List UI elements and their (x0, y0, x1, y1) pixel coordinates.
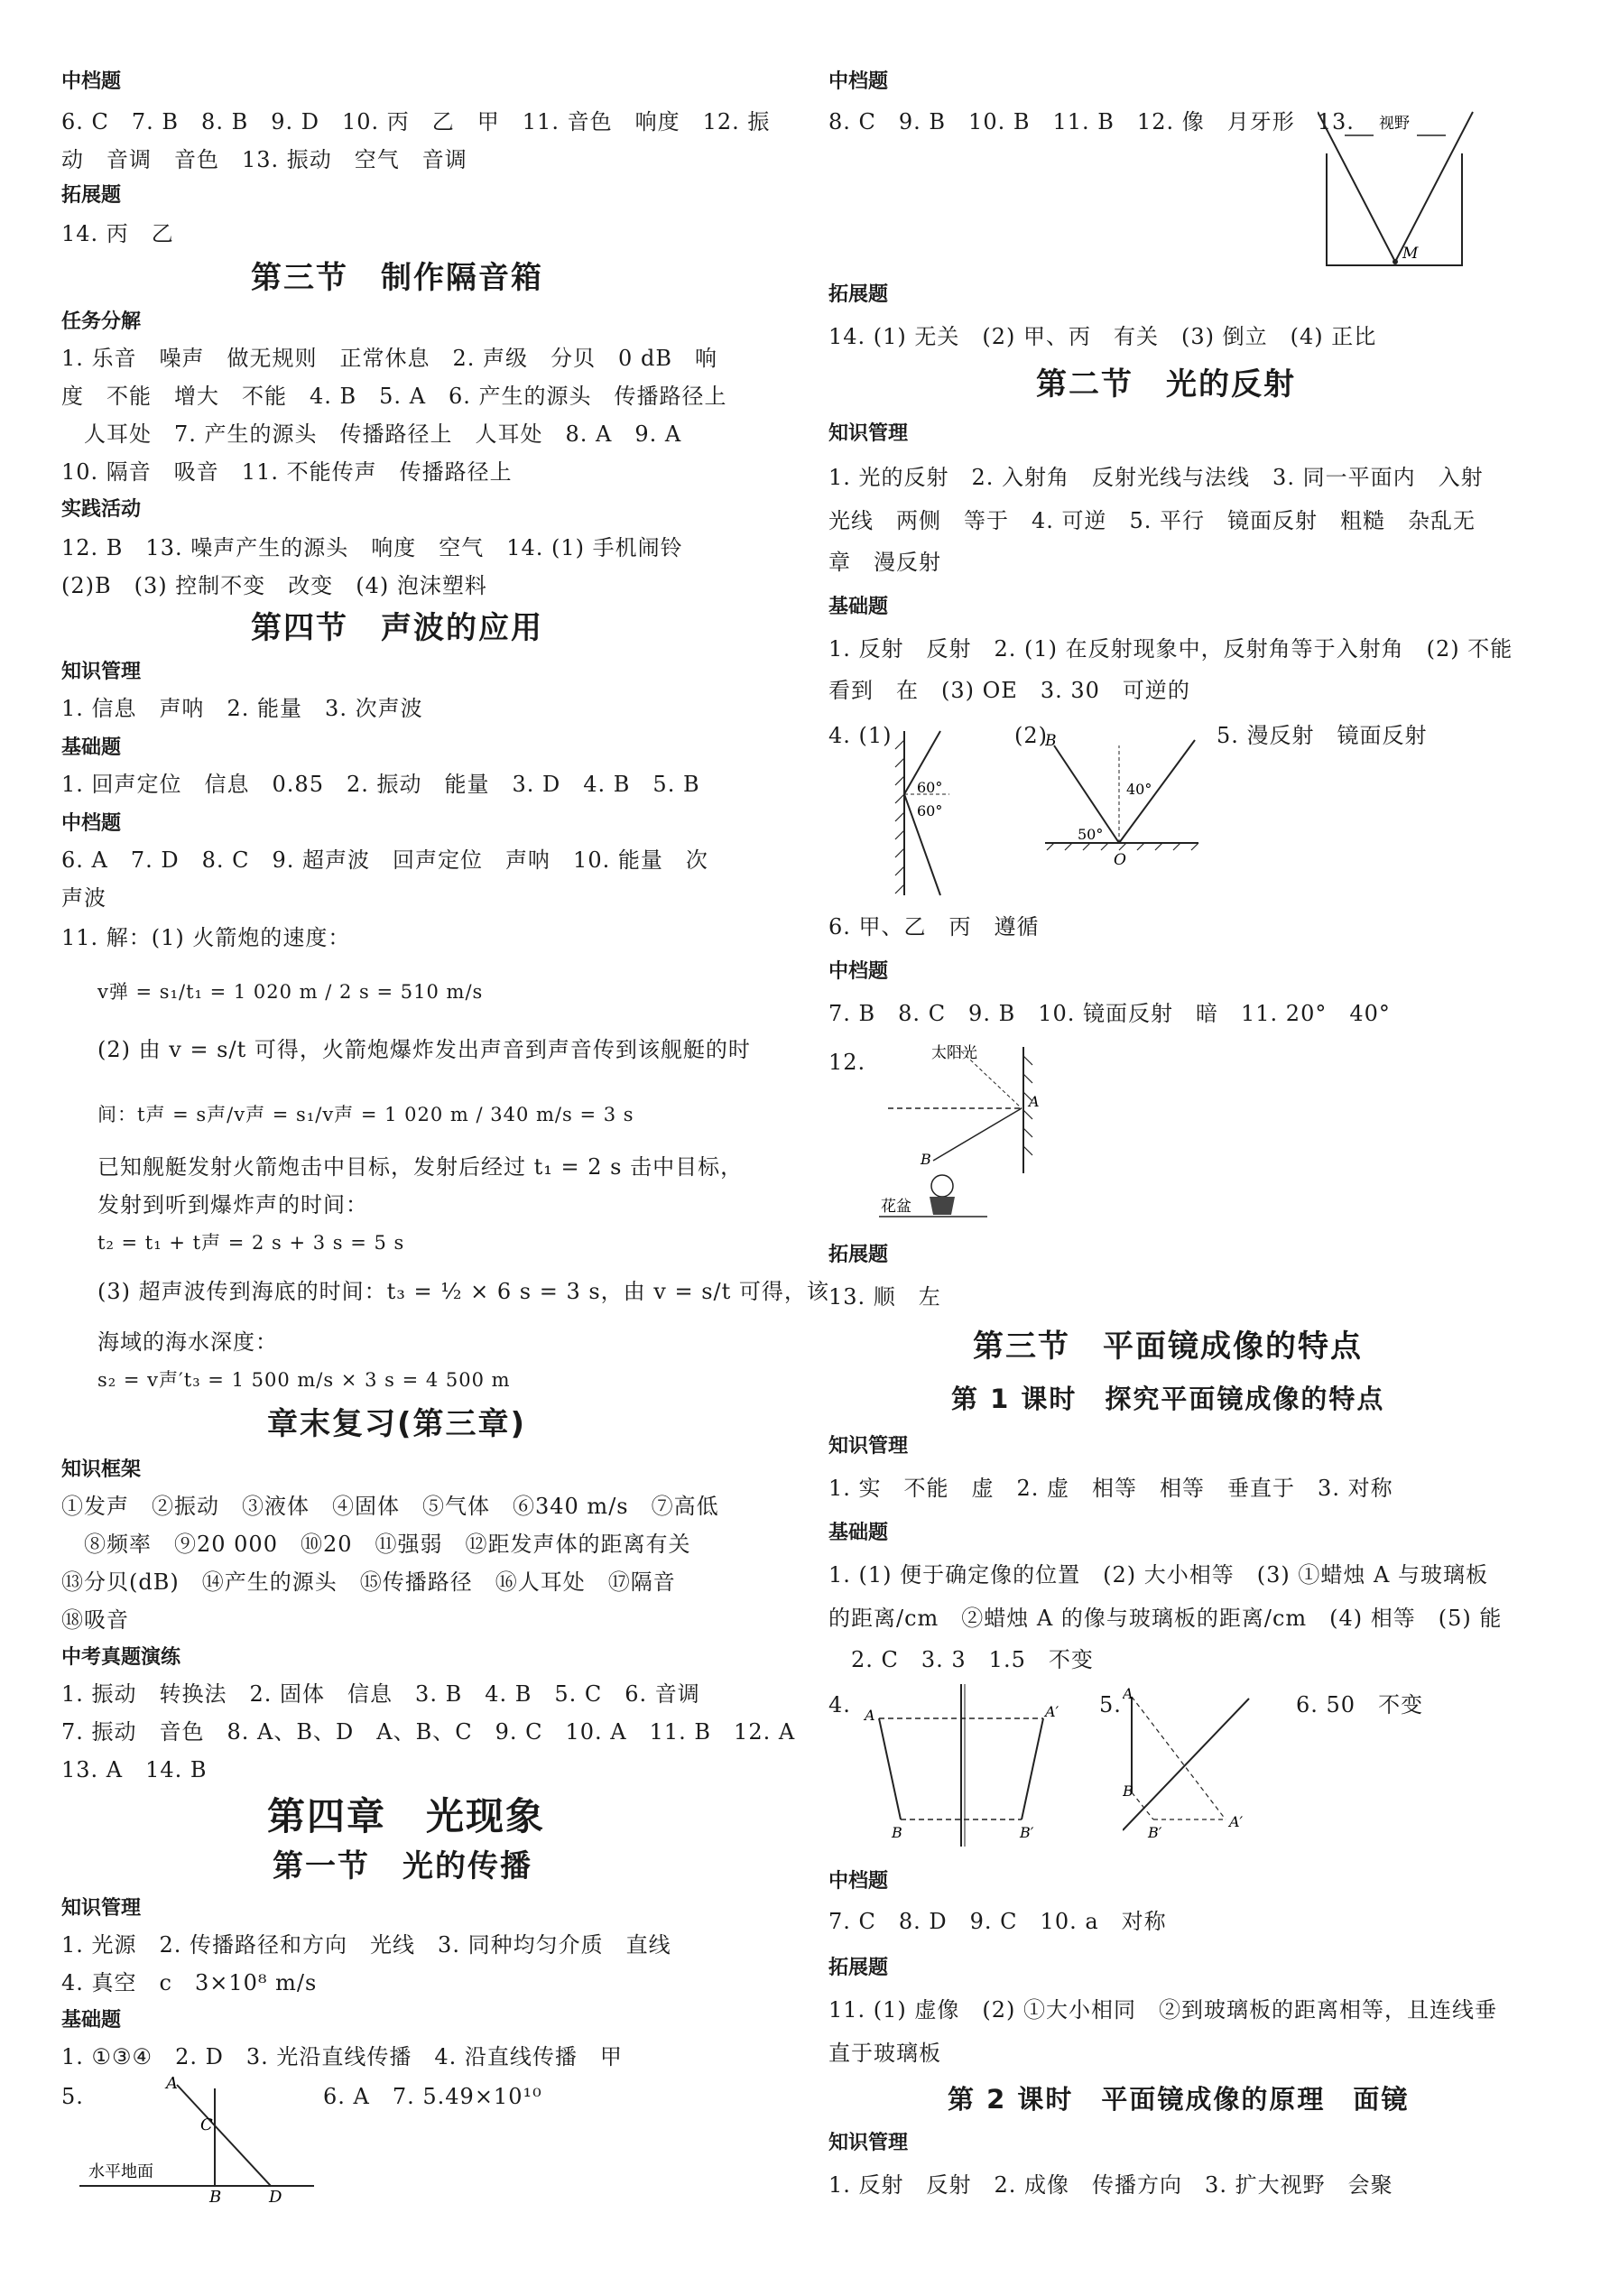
answer-line: 1. 光源 2. 传播路径和方向 光线 3. 同种均匀介质 直线 (61, 1932, 671, 1958)
answer-line: 发射到听到爆炸声的时间： (97, 1192, 368, 1217)
answer-line: 4. (1) (828, 723, 893, 748)
mirror-image-diagram (854, 1684, 1061, 1856)
answer-line: 2. C 3. 3 1.5 不变 (828, 1647, 1094, 1672)
section-title: 第三节 制作隔音箱 (251, 260, 543, 296)
label-A-prime: A′ (1045, 1703, 1059, 1720)
reflected-ray (933, 1108, 1022, 1161)
answer-line: 6. 甲、乙 丙 遵循 (828, 914, 1040, 940)
label-A: A (865, 1707, 875, 1724)
answer-line: 7. B 8. C 9. B 10. 镜面反射 暗 11. 20° 40° (828, 1001, 1391, 1026)
answer-line: ⑬分贝(dB) ⑭产生的源头 ⑮传播路径 ⑯人耳处 ⑰隔音 (61, 1569, 676, 1595)
heading: 基础题 (828, 1522, 889, 1544)
answer-line: 11. (1) 虚像 (2) ①大小相同 ②到玻璃板的距离相等，且连线垂 (828, 1997, 1498, 2023)
heading: 实践活动 (61, 498, 142, 521)
heading: 知识管理 (828, 2132, 909, 2154)
formula-line: t₂ = t₁ + t声 = 2 s + 3 s = 5 s (97, 1232, 405, 1254)
heading: 中档题 (61, 70, 122, 93)
sunlight-reflection-diagram (879, 1038, 1059, 1227)
lesson-title: 第 2 课时 平面镜成像的原理 面镜 (948, 2084, 1410, 2115)
answer-line: 1. 信息 声呐 2. 能量 3. 次声波 (61, 696, 423, 721)
heading: 拓展题 (828, 283, 889, 306)
answer-line: 5. (1099, 1692, 1122, 1717)
answer-line: 7. C 8. D 9. C 10. a 对称 (828, 1909, 1167, 1934)
heading: 基础题 (828, 596, 889, 618)
answer-line: 看到 在 (3) OE 3. 30 可逆的 (828, 678, 1190, 703)
angle-label: 60° (917, 802, 943, 819)
answer-line: 章 漫反射 (828, 550, 941, 575)
answer-line: ⑧频率 ⑨20 000 ⑩20 ⑪强弱 ⑫距发声体的距离有关 (61, 1532, 691, 1557)
heading: 中档题 (61, 812, 122, 835)
label-O: O (1114, 851, 1126, 869)
object-AB (879, 1718, 901, 1819)
heading: 中考真题演练 (61, 1646, 181, 1669)
answer-line: 人耳处 7. 产生的源头 传播路径上 人耳处 8. A 9. A (61, 421, 682, 447)
answer-line: 5. (61, 2084, 84, 2109)
heading: 中档题 (828, 70, 889, 93)
label-C: C (200, 2115, 213, 2134)
answer-line: 1. 回声定位 信息 0.85 2. 振动 能量 3. D 4. B 5. B (61, 772, 700, 797)
answer-line: 1. (1) 便于确定像的位置 (2) 大小相等 (3) ①蜡烛 A 与玻璃板 (828, 1562, 1488, 1588)
angle-reflection-diagram (1045, 727, 1208, 872)
answer-line: 1. 反射 反射 2. (1) 在反射现象中，反射角等于入射角 (2) 不能 (828, 636, 1513, 662)
answer-line: 5. 漫反射 镜面反射 (1217, 723, 1428, 748)
ground-label: 水平地面 (88, 2162, 153, 2181)
answer-line: (2) 由 v = s/t 可得，火箭炮爆炸发出声音到声音传到该舰艇的时 (97, 1037, 751, 1062)
flower-pot (930, 1197, 955, 1215)
dashed-AA (1132, 1697, 1226, 1819)
flower (931, 1175, 953, 1197)
heading: 拓展题 (828, 1244, 889, 1266)
heading: 知识管理 (828, 422, 909, 445)
answer-line: 13. A 14. B (61, 1757, 208, 1782)
heading: 任务分解 (61, 310, 142, 333)
section-title: 第四节 声波的应用 (251, 610, 543, 646)
label-B-prime: B′ (1148, 1824, 1162, 1839)
label-B-prime: B′ (1020, 1824, 1034, 1841)
answer-line: (3) 超声波传到海底的时间：t₃ = ½ × 6 s = 3 s，由 v = s/t 可得，该 (97, 1279, 829, 1304)
heading: 知识管理 (61, 661, 142, 683)
section-title: 第三节 平面镜成像的特点 (973, 1329, 1363, 1365)
answer-line: 光线 两侧 等于 4. 可逆 5. 平行 镜面反射 粗糙 杂乱无 (828, 508, 1476, 533)
dashed-BB (1132, 1792, 1153, 1819)
heading: 知识管理 (61, 1897, 142, 1920)
formula-line: 间：t声 = s声/v声 = s₁/v声 = 1 020 m / 340 m/s = 3 s (97, 1104, 634, 1125)
chapter-title: 第四章 光现象 (267, 1794, 546, 1838)
answer-line: 13. 顺 左 (828, 1284, 941, 1310)
label-B: B (892, 1824, 902, 1841)
answer-line: 10. 隔音 吸音 11. 不能传声 传播路径上 (61, 459, 513, 485)
label-B: B (1123, 1782, 1133, 1800)
answer-line: 1. 乐音 噪声 做无规则 正常休息 2. 声级 分贝 0 dB 响 (61, 346, 717, 371)
answer-line: 6. 50 不变 (1296, 1692, 1424, 1717)
heading: 基础题 (61, 2009, 122, 2032)
answer-line: 1. 实 不能 虚 2. 虚 相等 相等 垂直于 3. 对称 (828, 1476, 1393, 1501)
answer-line: 6. A 7. D 8. C 9. 超声波 回声定位 声呐 10. 能量 次 (61, 847, 708, 873)
heading: 中档题 (828, 1870, 889, 1893)
label-B: B (209, 2188, 222, 2202)
answer-line: 11. 解：(1) 火箭炮的速度： (61, 925, 351, 950)
label-M: M (1402, 245, 1419, 263)
label-D: D (269, 2188, 282, 2202)
sun-label: 太阳光 (931, 1044, 977, 1062)
answer-line: 的距离/cm ②蜡烛 A 的像与玻璃板的距离/cm (4) 相等 (5) 能 (828, 1606, 1503, 1631)
answer-line: ①发声 ②振动 ③液体 ④固体 ⑤气体 ⑥340 m/s ⑦高低 (61, 1494, 719, 1519)
heading: 拓展题 (828, 1957, 889, 1979)
heading: 知识框架 (61, 1458, 142, 1481)
label-A-prime: A′ (1229, 1813, 1244, 1830)
answer-line: 6. C 7. B 8. B 9. D 10. 丙 乙 甲 11. 音色 响度 12. 振 (61, 109, 771, 134)
answer-line: 海域的海水深度： (97, 1329, 278, 1355)
heading: 知识管理 (828, 1435, 909, 1458)
formula-line: s₂ = v声′t₃ = 1 500 m/s × 3 s = 4 500 m (97, 1369, 511, 1391)
label-A: A (166, 2076, 178, 2093)
answer-line: ⑱吸音 (61, 1607, 129, 1633)
section-title: 第二节 光的反射 (1036, 366, 1296, 403)
mirror-line (1123, 1699, 1249, 1830)
image-AB (1022, 1718, 1043, 1819)
answer-line: 6. A 7. 5.49×10¹⁰ (323, 2084, 542, 2109)
section-title: 章末复习(第三章) (267, 1406, 527, 1442)
view-label: 视野 (1379, 115, 1410, 133)
label-B: B (921, 1151, 931, 1168)
answer-line: 4. 真空 c 3×10⁸ m/s (61, 1970, 318, 1995)
answer-line: 1. 反射 反射 2. 成像 传播方向 3. 扩大视野 会聚 (828, 2172, 1393, 2198)
answer-line: 12. B 13. 噪声产生的源头 响度 空气 14. (1) 手机闹铃 (61, 535, 683, 560)
point-M (1393, 259, 1398, 264)
answer-line: 已知舰艇发射火箭炮击中目标，发射后经过 t₁ = 2 s 击中目标， (97, 1154, 744, 1180)
pot-label: 花盆 (881, 1198, 911, 1216)
answer-line: 7. 振动 音色 8. A、B、D A、B、C 9. C 10. A 11. B 12. A (61, 1719, 796, 1745)
field-of-view-diagram (1318, 99, 1480, 271)
angle-label: 40° (1126, 781, 1152, 798)
answer-line: (2)B (3) 控制不变 改变 (4) 泡沫塑料 (61, 573, 487, 598)
answer-line: (2) (1014, 723, 1048, 748)
angle-label: 50° (1078, 826, 1104, 843)
formula-line: v弹 = s₁/t₁ = 1 020 m / 2 s = 510 m/s (97, 981, 484, 1003)
label-B: B (1045, 732, 1057, 750)
answer-line: 14. 丙 乙 (61, 221, 174, 246)
section-title: 第一节 光的传播 (273, 1848, 532, 1884)
lesson-title: 第 1 课时 探究平面镜成像的特点 (951, 1384, 1385, 1414)
answer-line: 1. ①③④ 2. D 3. 光沿直线传播 4. 沿直线传播 甲 (61, 2044, 623, 2069)
answer-line: 度 不能 增大 不能 4. B 5. A 6. 产生的源头 传播路径上 (61, 384, 727, 409)
answer-line: 4. (828, 1692, 851, 1717)
light-ray (177, 2085, 271, 2186)
angle-label: 60° (917, 779, 943, 796)
heading: 中档题 (828, 960, 889, 983)
view-ray-left (1318, 112, 1395, 262)
answer-line: 直于玻璃板 (828, 2041, 941, 2066)
mirror-reflection-diagram (886, 722, 985, 903)
answer-line: 1. 振动 转换法 2. 固体 信息 3. B 4. B 5. C 6. 音调 (61, 1681, 700, 1707)
answer-line: 1. 光的反射 2. 入射角 反射光线与法线 3. 同一平面内 入射 (828, 465, 1484, 490)
answer-line: 12. (828, 1050, 866, 1075)
answer-line: 动 音调 音色 13. 振动 空气 音调 (61, 147, 467, 172)
plane-mirror-diagram (1123, 1686, 1258, 1839)
heading: 拓展题 (61, 184, 122, 207)
answer-line: 声波 (61, 885, 106, 911)
answer-line: 8. C 9. B 10. B 11. B 12. 像 月牙形 13. (828, 109, 1355, 134)
label-A: A (1123, 1686, 1133, 1702)
heading: 基础题 (61, 736, 122, 759)
answer-line: 14. (1) 无关 (2) 甲、丙 有关 (3) 倒立 (4) 正比 (828, 324, 1377, 349)
shadow-diagram (79, 2076, 350, 2202)
label-A: A (1029, 1093, 1040, 1110)
